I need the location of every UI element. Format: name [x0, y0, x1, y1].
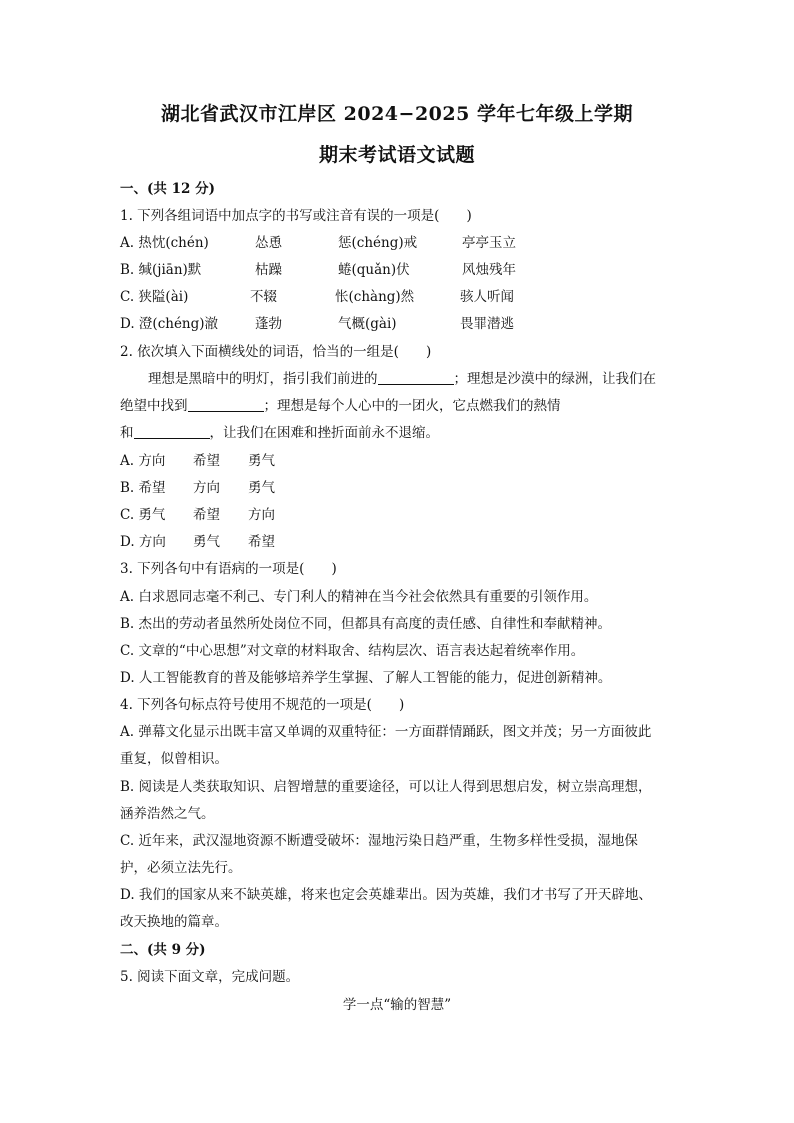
q4-option-a-line1: A. 弹幕文化显示出既丰富又单调的双重特征：一方面群情踊跃，图文并茂；另一方面彼此: [120, 724, 652, 740]
q2-d-col3: 希望: [248, 534, 275, 550]
q3-option-a: A. 白求恩同志毫不利己、专门利人的精神在当今社会依然具有重要的引领作用。: [120, 589, 598, 605]
q5-stem: 5. 阅读下面文章，完成问题。: [120, 969, 300, 985]
fill-blank: [378, 370, 454, 385]
q1-b-col1: B. 缄(jiān)默: [120, 262, 202, 278]
q2-passage-text: ，让我们在困难和挫折面前永不退缩。: [209, 425, 439, 441]
q1-c-col4: 骇人听闻: [460, 289, 514, 305]
q2-a-col1: A. 方向: [120, 453, 166, 469]
q2-b-col2: 方向: [193, 480, 220, 496]
q1-b-col2: 枯躁: [255, 262, 282, 278]
q2-c-col1: C. 勇气: [120, 507, 166, 523]
q4-option-b-line1: B. 阅读是人类获取知识、启智增慧的重要途径，可以让人得到思想启发，树立崇高理想，: [120, 779, 652, 795]
q1-b-col4: 风烛残年: [462, 262, 516, 278]
q2-passage-line1: [148, 370, 708, 388]
q4-option-c-line1: C. 近年来，武汉湿地资源不断遭受破坏：湿地污染日趋严重，生物多样性受损，湿地保: [120, 833, 638, 849]
q3-option-d: D. 人工智能教育的普及能够培养学生掌握、了解人工智能的能力，促进创新精神。: [120, 670, 612, 686]
page-title-line1: 湖北省武汉市江岸区 2024−2025 学年七年级上学期: [161, 103, 633, 125]
q1-d-col3: 气概(gài): [338, 316, 397, 332]
q1-c-col1: C. 狭隘(ài): [120, 289, 189, 305]
q2-passage-text: 绝望中找到: [120, 398, 188, 414]
q2-a-col2: 希望: [193, 453, 220, 469]
q1-c-col2: 不辍: [250, 289, 277, 305]
q2-d-col1: D. 方向: [120, 534, 166, 550]
q3-stem: 3. 下列各句中有语病的一项是( ): [120, 561, 337, 577]
q1-d-col4: 畏罪潜逃: [460, 316, 514, 332]
q1-a-col2: 怂恿: [255, 235, 282, 251]
q1-c-col3: 怅(chàng)然: [335, 289, 415, 305]
q1-stem: 1. 下列各组词语中加点字的书写或注音有误的一项是( ): [120, 208, 472, 224]
q2-passage-line2: [120, 397, 680, 415]
q4-option-d-line1: D. 我们的国家从来不缺英雄，将来也定会英雄辈出。因为英雄，我们才书写了开天辟地、: [120, 887, 652, 903]
q2-b-col3: 勇气: [248, 480, 275, 496]
q2-passage-text: 和: [120, 425, 134, 441]
q2-c-col3: 方向: [248, 507, 275, 523]
q1-a-col3: 惩(chéng)戒: [338, 235, 418, 251]
q2-b-col1: B. 希望: [120, 480, 166, 496]
q4-option-a-line2: 重复，似曾相识。: [120, 751, 228, 767]
q1-b-col3: 蜷(quǎn)伏: [338, 262, 410, 278]
q1-a-col1: A. 热忱(chén): [120, 235, 209, 251]
q4-option-c-line2: 护，必须立法先行。: [120, 860, 242, 876]
q4-option-d-line2: 改天换地的篇章。: [120, 914, 228, 930]
q1-a-col4: 亭亭玉立: [462, 235, 516, 251]
q2-passage-text: ；理想是沙漠中的绿洲，让我们在: [453, 371, 656, 387]
fill-blank: [134, 424, 210, 439]
page-title-line2: 期末考试语文试题: [318, 144, 475, 166]
q2-c-col2: 希望: [193, 507, 220, 523]
q2-passage-text: 理想是黑暗中的明灯，指引我们前进的: [148, 371, 378, 387]
article-title: 学一点“输的智慧”: [342, 997, 452, 1013]
fill-blank: [188, 397, 264, 412]
q2-passage-text: ；理想是每个人心中的一团火，它点燃我们的熱情: [263, 398, 561, 414]
q2-stem: 2. 依次填入下面横线处的词语，恰当的一组是( ): [120, 344, 432, 360]
q2-a-col3: 勇气: [248, 453, 275, 469]
q2-d-col2: 勇气: [193, 534, 220, 550]
q1-d-col1: D. 澄(chéng)澈: [120, 316, 219, 332]
q3-option-b: B. 杰出的劳动者虽然所处岗位不同，但都具有高度的责任感、自律性和奉献精神。: [120, 616, 612, 632]
q3-option-c: C. 文章的“中心思想”对文章的材料取舍、结构层次、语言表达起着统率作用。: [120, 643, 585, 659]
section1-heading: 一、(共 12 分): [120, 181, 215, 197]
q2-passage-line3: [120, 424, 680, 442]
q4-option-b-line2: 涵养浩然之气。: [120, 806, 215, 822]
q4-stem: 4. 下列各句标点符号使用不规范的一项是( ): [120, 697, 405, 713]
section2-heading: 二、(共 9 分): [120, 942, 206, 958]
q1-d-col2: 蓬勃: [255, 316, 282, 332]
